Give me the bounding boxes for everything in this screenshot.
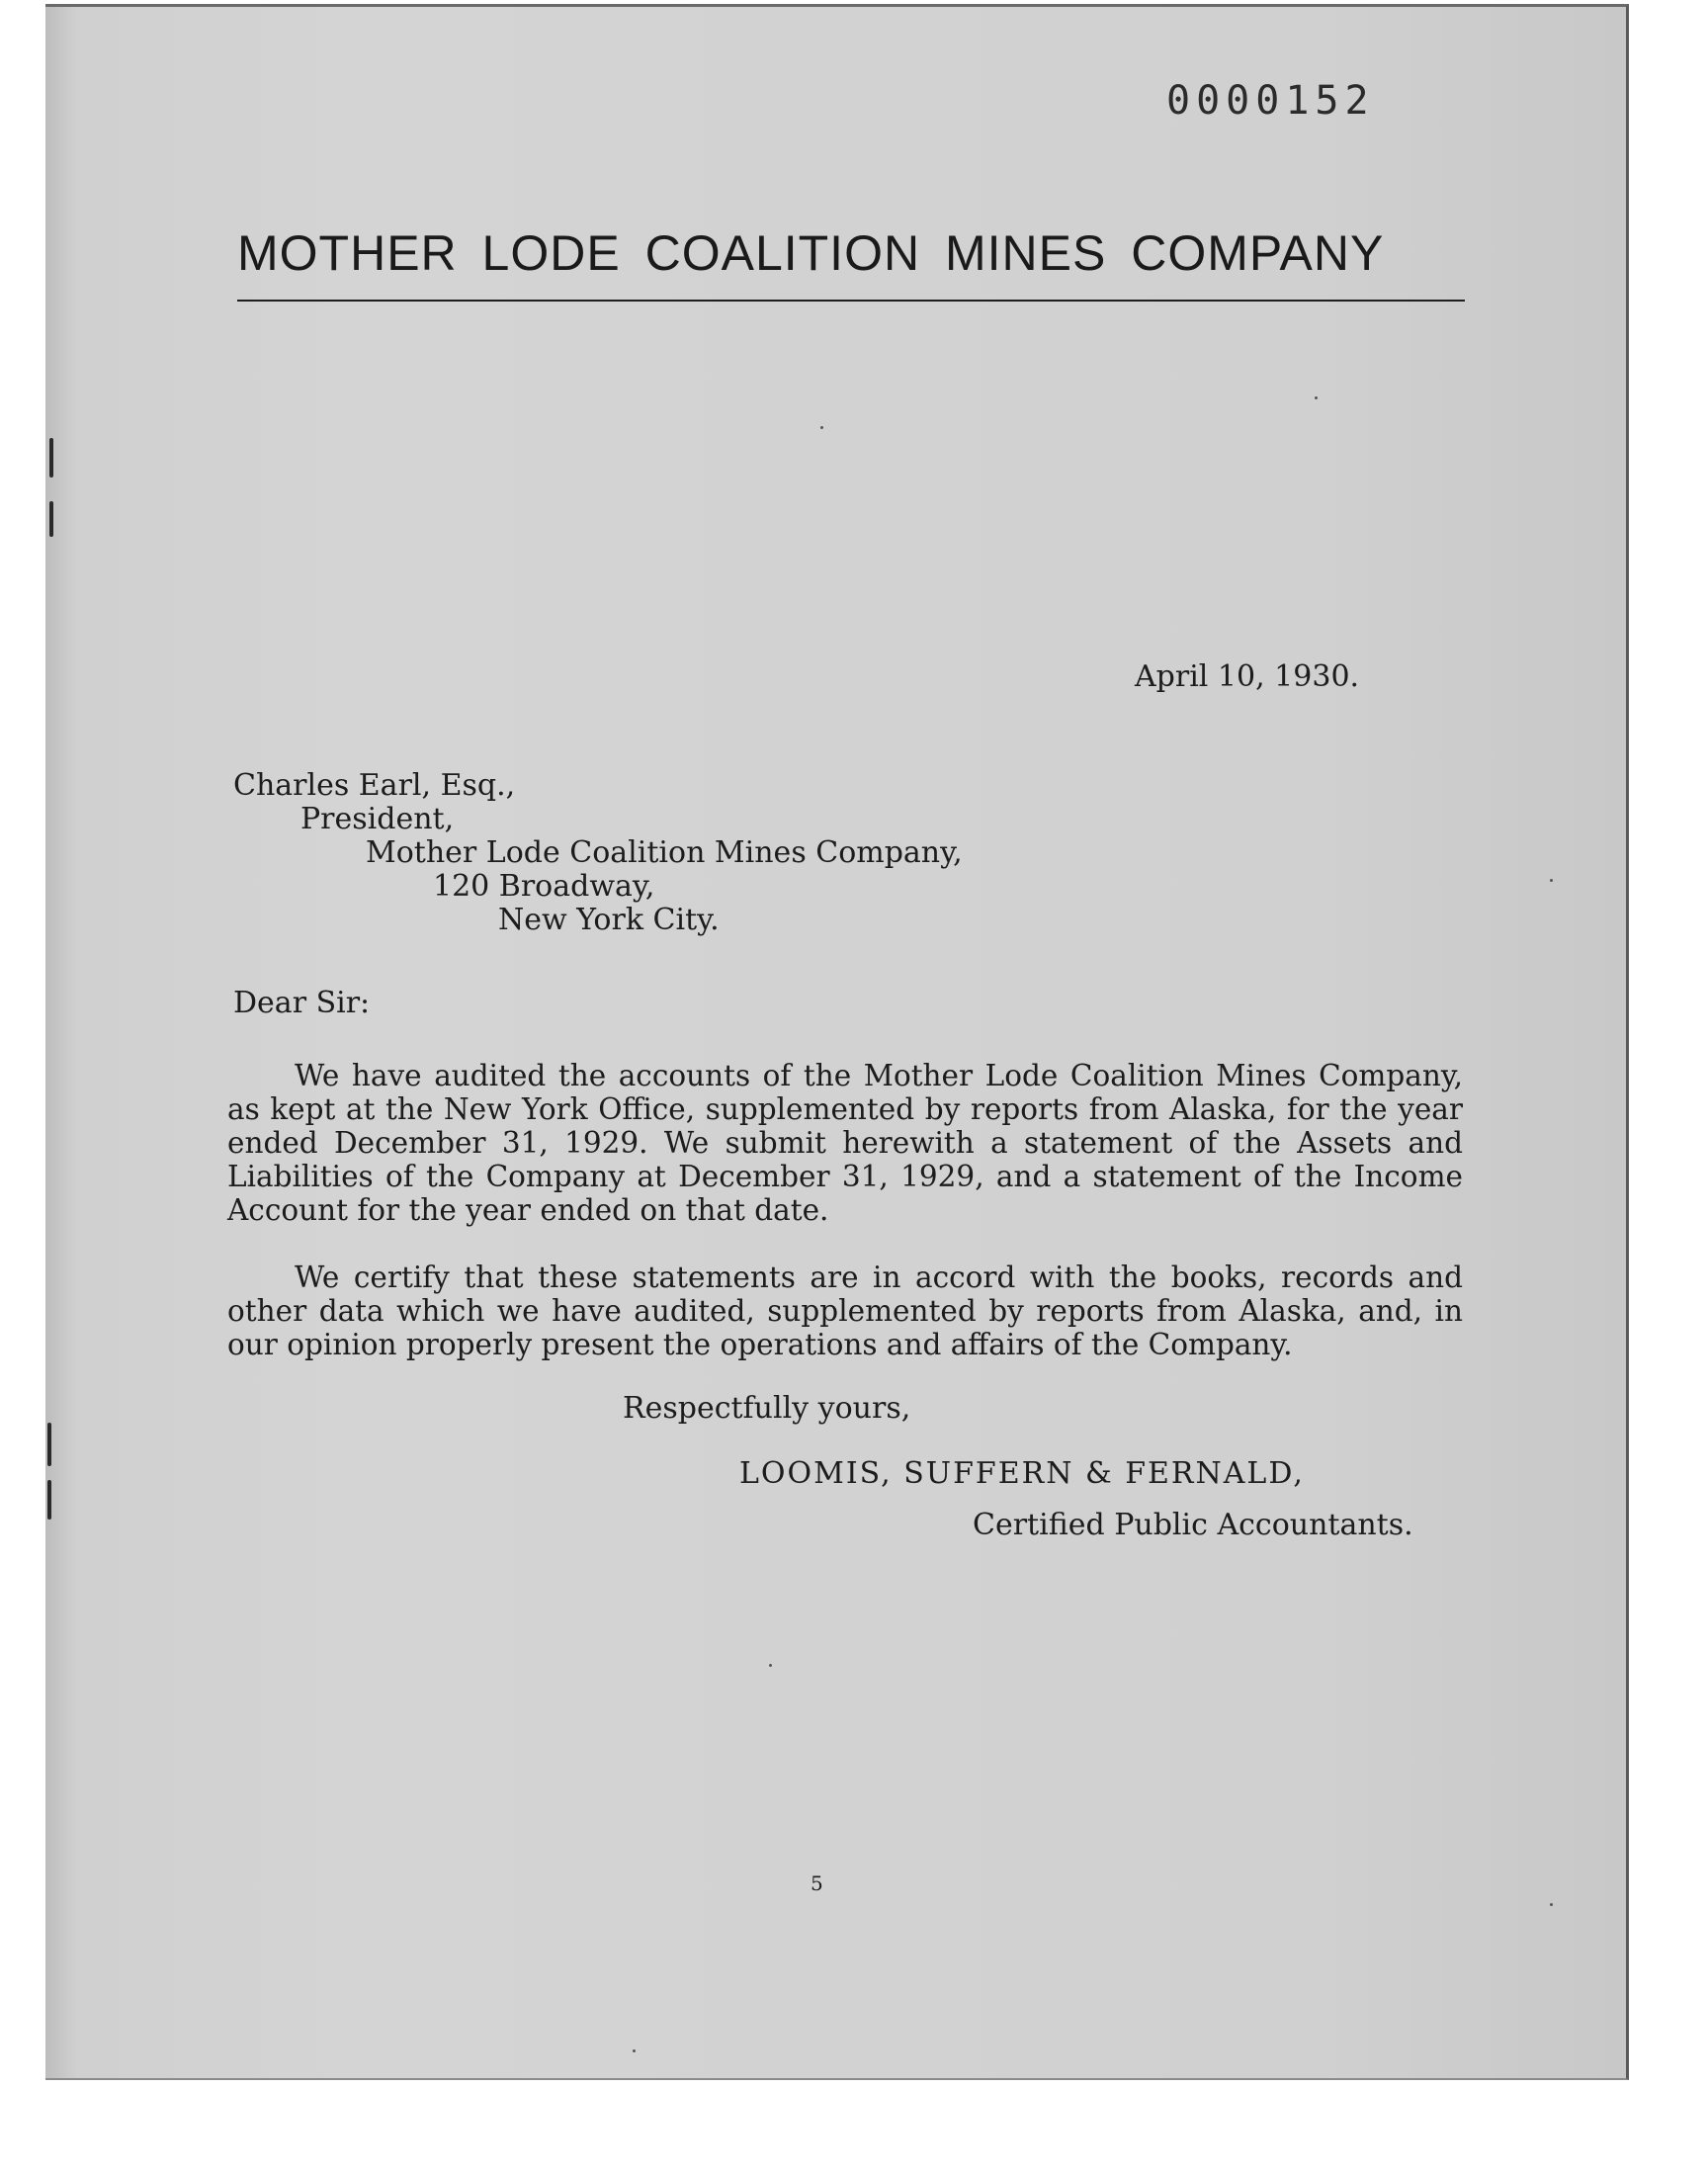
salutation: Dear Sir: [233, 986, 371, 1020]
letterhead-rule [237, 300, 1465, 302]
recipient-company: Mother Lode Coalition Mines Company, [366, 835, 963, 870]
binding-mark [49, 501, 53, 537]
signatory-firm: LOOMIS, SUFFERN & FERNALD, [739, 1456, 1305, 1491]
binding-mark [49, 438, 53, 478]
paper-speck [1550, 879, 1553, 882]
body-paragraph: We have audited the accounts of the Mother Lode Coalition Mines Company, as kept at the New York Office, supplemented by reports from Alaska, for the year ended December 31, 1929. We submit herewith a statement of the Assets and Liabilities of the Company at December 31, 1929, and a statement of the Income Account for the year ended on that date. [227, 1059, 1463, 1227]
paper-speck [633, 2049, 636, 2052]
document-page [45, 4, 1629, 2080]
binding-mark [47, 1423, 51, 1466]
closing: Respectfully yours, [623, 1391, 911, 1426]
letter-date: April 10, 1930. [1135, 659, 1360, 694]
letterhead-company-name: MOTHER LODE COALITION MINES COMPANY [237, 225, 1385, 281]
paper-speck [820, 426, 823, 429]
paper-speck [1550, 1903, 1553, 1906]
recipient-title: President, [300, 802, 455, 836]
recipient-city: New York City. [498, 903, 720, 937]
recipient-street: 120 Broadway, [433, 869, 655, 904]
binding-mark [47, 1480, 51, 1520]
paper-speck [1315, 396, 1318, 399]
signatory-title: Certified Public Accountants. [973, 1508, 1413, 1542]
body-paragraph: We certify that these statements are in accord with the books, records and other data which we have audited, supplemented by reports from Alaska, and, in our opinion properly present the operations and affairs of the Company. [227, 1261, 1463, 1361]
paper-speck [769, 1664, 772, 1667]
document-number-stamp: 0000152 [1166, 78, 1375, 124]
page-number: 5 [811, 1871, 823, 1895]
recipient-name: Charles Earl, Esq., [233, 768, 516, 803]
